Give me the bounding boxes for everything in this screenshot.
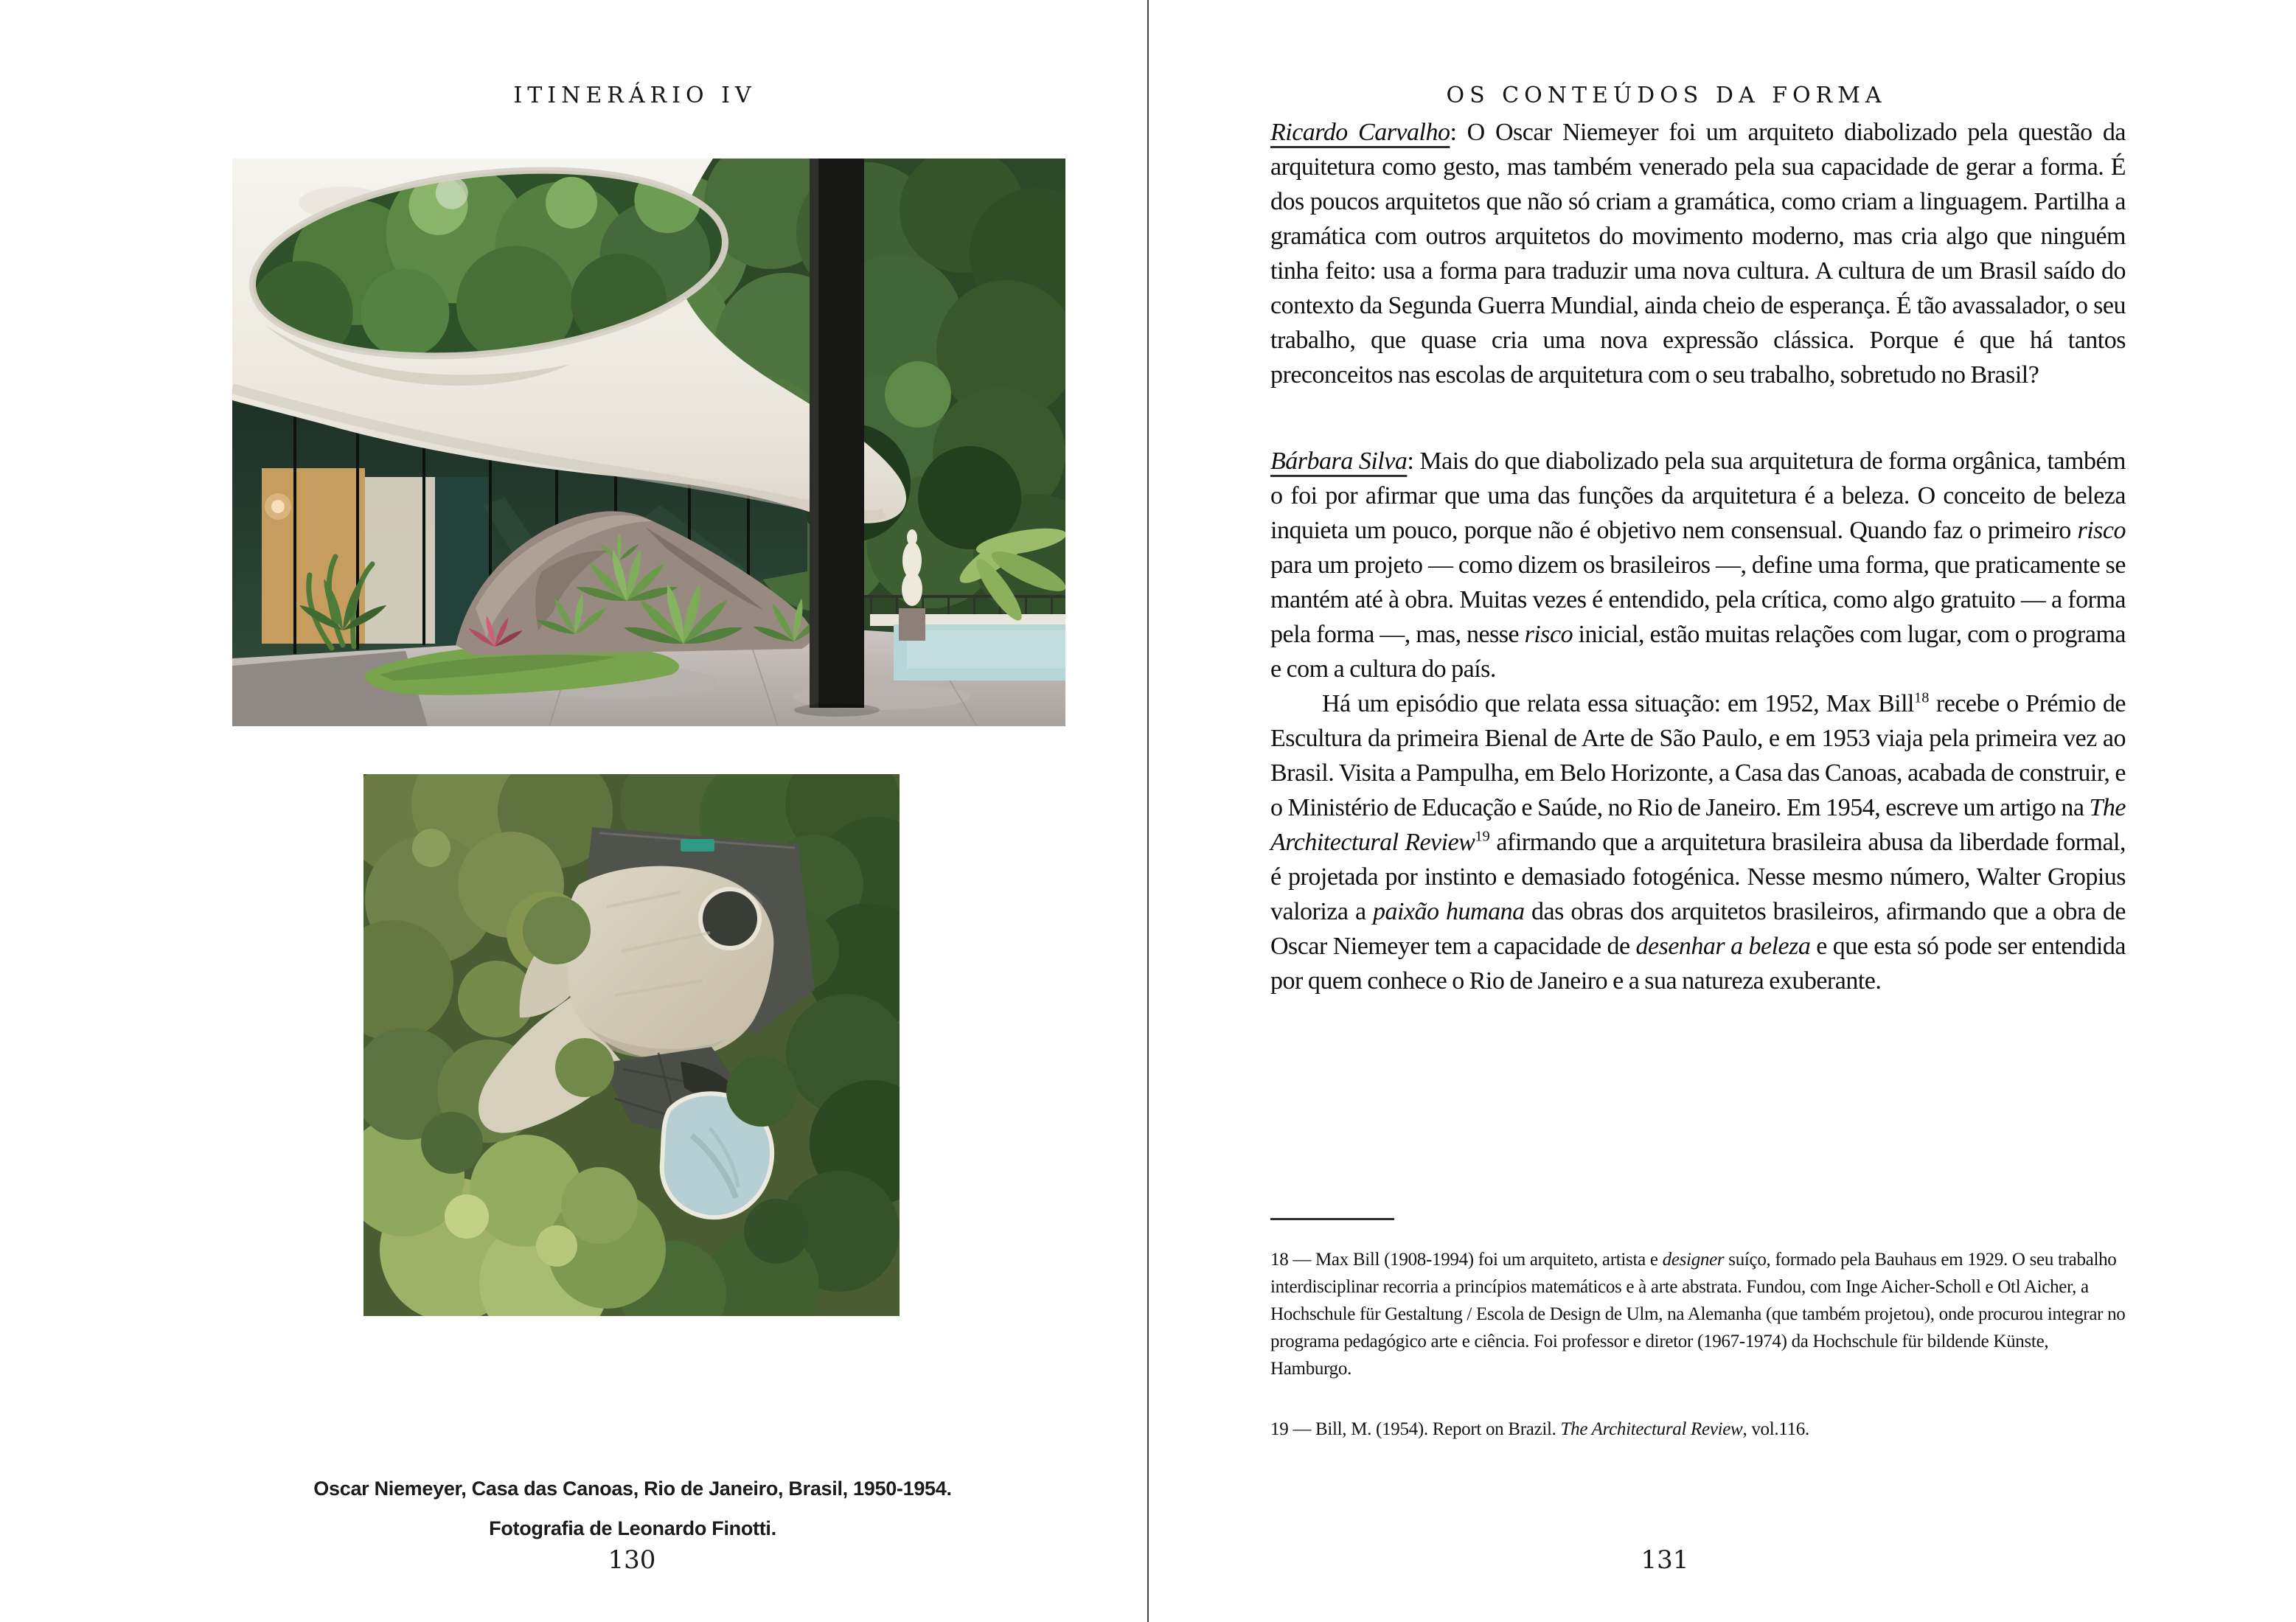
footnote: 19 — Bill, M. (1954). Report on Brazil. The Architectural Review, vol.116. <box>1270 1419 1809 1439</box>
paragraph: Há um episódio que relata essa situação: em 1952, Max Bill$^{18}$ recebe o Prémio de Escultura da primeira Bienal de Arte de São Paulo, e em 1953 viaja pela primeira vez ao Brasil. Visita a Pampulha, em Belo Horizonte, a Casa das Canoas, acabada de construir, e o Ministério de Educação e Saúde, no Rio de Janeiro. Em 1954, escreve um artigo na The Architectural Review$^{19}$ afirmando que a arquitetura brasileira abusa da liberdade formal, é projetada por instinto e demasiado fotogénica. Nesse mesmo número, Walter Gropius valoriza a paixão humana das obras dos arquitetos brasileiros, afirmando que a obra de Oscar Niemeyer tem a capacidade de desenhar a beleza e que esta só pode ser entendida por quem conhece o Rio de Janeiro e a sua natureza exuberante. <box>1270 689 2126 995</box>
paragraph: Bárbara Silva: Mais do que diabolizado pela sua arquitetura de forma orgânica, também o foi por afirmar que uma das funções da arquitetura é a beleza. O conceito de beleza inquieta um pouco, porque não é objetivo nem consensual. Quando faz o primeiro risco para um projeto — como dizem os brasileiros —, define uma forma, que praticamente se mantém até à obra. Muitas vezes é entendido, pela crítica, como algo gratuito — a forma pela forma —, mas, nesse risco inicial, estão muitas relações com lugar, com o programa e com a cultura do país. <box>1270 448 2126 683</box>
body-text <box>1270 115 2126 998</box>
page-number-left: 130 <box>608 1545 656 1575</box>
page-number-right: 131 <box>1641 1545 1689 1575</box>
footnote: 18 — Max Bill (1908-1994) foi um arquiteto, artista e designer suíço, formado pela Bauhaus em 1929. O seu trabalho interdisciplinar recorria a princípios matemáticos e à arte abstrata. Fundou, com Inge Aicher-Scholl e Otl Aicher, a Hochschule für Gestaltung / Escola de Design de Ulm, na Alemanha (que também projetou), onde procurou integrar no programa pedagógico arte e ciência. Foi professor e diretor (1967-1974) da Hochschule für bildende Künste, Hamburgo. <box>1270 1250 2126 1379</box>
page-gutter-divider <box>1147 0 1149 1622</box>
running-head-left: ITINERÁRIO IV <box>513 83 756 108</box>
caption-line-2: Fotografia de Leonardo Finotti. <box>489 1517 776 1539</box>
photo-caption <box>313 1469 951 1548</box>
photo-casa-das-canoas-exterior <box>232 159 1065 726</box>
photo-casa-das-canoas-aerial <box>363 774 900 1316</box>
paragraph: Ricardo Carvalho: O Oscar Niemeyer foi um arquiteto diabolizado pela questão da arquitetura como gesto, mas também venerado pela sua capacidade de gerar a forma. É dos poucos arquitetos que não só criam a gramática, como criam a linguagem. Partilha a gramática com outros arquitetos do movimento moderno, mas cria algo que ninguém tinha feito: usa a forma para traduzir uma nova cultura. A cultura de um Brasil saído do contexto da Segunda Guerra Mundial, ainda cheio de esperança. É tão avassalador, o seu trabalho, que quase cria uma nova expressão clássica. Porque é que há tantos preconceitos nas escolas de arquitetura com o seu trabalho, sobretudo no Brasil? <box>1270 119 2126 389</box>
caption-line-1: Oscar Niemeyer, Casa das Canoas, Rio de Janeiro, Brasil, 1950-1954. <box>313 1477 952 1500</box>
page-right <box>1148 0 2296 1622</box>
footnote-rule <box>1270 1218 1394 1220</box>
running-head-right: OS CONTEÚDOS DA FORMA <box>1446 83 1887 108</box>
footnotes <box>1270 1246 2126 1476</box>
